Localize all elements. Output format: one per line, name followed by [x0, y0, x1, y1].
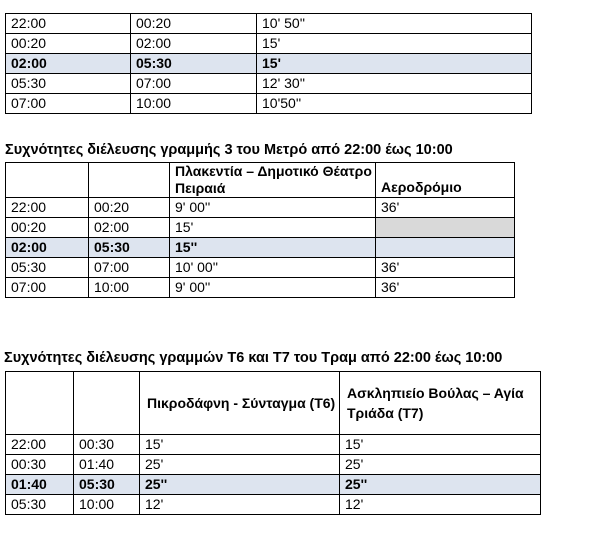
- plakentia-frequency-cell: 10' 00'': [170, 258, 376, 278]
- end-time-cell: 05:30: [89, 238, 170, 258]
- end-time-cell: 00:20: [131, 14, 257, 34]
- end-time-cell: 05:30: [131, 54, 257, 74]
- empty-header-cell: [89, 163, 170, 198]
- airport-frequency-cell: 36': [376, 258, 515, 278]
- header-row: [6, 163, 515, 198]
- frequency-cell: 15': [257, 54, 532, 74]
- table-row: [6, 238, 515, 258]
- start-time-cell: 22:00: [6, 435, 74, 455]
- t6-header: Πικροδάφνη - Σύνταγμα (Τ6): [140, 372, 340, 435]
- frequency-cell: 10' 50'': [257, 14, 532, 34]
- schedule-table-1: [5, 13, 532, 114]
- metro-line-3-title: Συχνότητες διέλευσης γραμμής 3 του Μετρό από 22:00 έως 10:00: [5, 142, 453, 158]
- t7-frequency-cell: 12': [340, 495, 541, 515]
- airport-header: Αεροδρόμιο: [376, 163, 515, 198]
- start-time-cell: 00:20: [6, 34, 131, 54]
- table-row: [6, 34, 532, 54]
- start-time-cell: 01:40: [6, 475, 74, 495]
- metro-line-3-table: [5, 162, 515, 298]
- header-row: [6, 372, 541, 435]
- table-row: [6, 94, 532, 114]
- end-time-cell: 10:00: [131, 94, 257, 114]
- start-time-cell: 05:30: [6, 74, 131, 94]
- table-row: [6, 14, 532, 34]
- table-row: [6, 455, 541, 475]
- plakentia-frequency-cell: 15': [170, 218, 376, 238]
- table-row: [6, 258, 515, 278]
- start-time-cell: 05:30: [6, 258, 89, 278]
- start-time-cell: 02:00: [6, 238, 89, 258]
- t6-frequency-cell: 25': [140, 455, 340, 475]
- start-time-cell: 05:30: [6, 495, 74, 515]
- start-time-cell: 00:30: [6, 455, 74, 475]
- airport-frequency-cell: 36': [376, 198, 515, 218]
- end-time-cell: 00:20: [89, 198, 170, 218]
- airport-frequency-cell: 36': [376, 278, 515, 298]
- t6-frequency-cell: 15': [140, 435, 340, 455]
- start-time-cell: 02:00: [6, 54, 131, 74]
- tram-title: Συχνότητες διέλευσης γραμμών Τ6 και Τ7 του Τραμ από 22:00 έως 10:00: [4, 350, 503, 366]
- table-row: [6, 278, 515, 298]
- end-time-cell: 01:40: [74, 455, 140, 475]
- plakentia-frequency-cell: 9' 00'': [170, 278, 376, 298]
- airport-frequency-cell: [376, 238, 515, 258]
- start-time-cell: 07:00: [6, 94, 131, 114]
- end-time-cell: 02:00: [89, 218, 170, 238]
- table-row: [6, 475, 541, 495]
- plakentia-frequency-cell: 15'': [170, 238, 376, 258]
- tram-table: [5, 371, 541, 515]
- end-time-cell: 07:00: [89, 258, 170, 278]
- empty-header-cell: [74, 372, 140, 435]
- start-time-cell: 22:00: [6, 14, 131, 34]
- plakentia-frequency-cell: 9' 00'': [170, 198, 376, 218]
- t7-frequency-cell: 25'': [340, 475, 541, 495]
- t7-frequency-cell: 25': [340, 455, 541, 475]
- start-time-cell: 22:00: [6, 198, 89, 218]
- airport-frequency-cell: [376, 218, 515, 238]
- t7-header: Ασκληπιείο Βούλας – Αγία Τριάδα (Τ7): [340, 372, 541, 435]
- empty-header-cell: [6, 163, 89, 198]
- frequency-cell: 15': [257, 34, 532, 54]
- end-time-cell: 10:00: [74, 495, 140, 515]
- end-time-cell: 02:00: [131, 34, 257, 54]
- plakentia-header: Πλακεντία – Δημοτικό Θέατρο Πειραιά: [170, 163, 376, 198]
- table-row: [6, 54, 532, 74]
- end-time-cell: 05:30: [74, 475, 140, 495]
- start-time-cell: 07:00: [6, 278, 89, 298]
- table-row: [6, 435, 541, 455]
- table-row: [6, 495, 541, 515]
- empty-header-cell: [6, 372, 74, 435]
- end-time-cell: 10:00: [89, 278, 170, 298]
- table-row: [6, 218, 515, 238]
- table-row: [6, 198, 515, 218]
- table-row: [6, 74, 532, 94]
- t6-frequency-cell: 25'': [140, 475, 340, 495]
- end-time-cell: 00:30: [74, 435, 140, 455]
- end-time-cell: 07:00: [131, 74, 257, 94]
- t7-frequency-cell: 15': [340, 435, 541, 455]
- frequency-cell: 12' 30'': [257, 74, 532, 94]
- t6-frequency-cell: 12': [140, 495, 340, 515]
- start-time-cell: 00:20: [6, 218, 89, 238]
- frequency-cell: 10'50'': [257, 94, 532, 114]
